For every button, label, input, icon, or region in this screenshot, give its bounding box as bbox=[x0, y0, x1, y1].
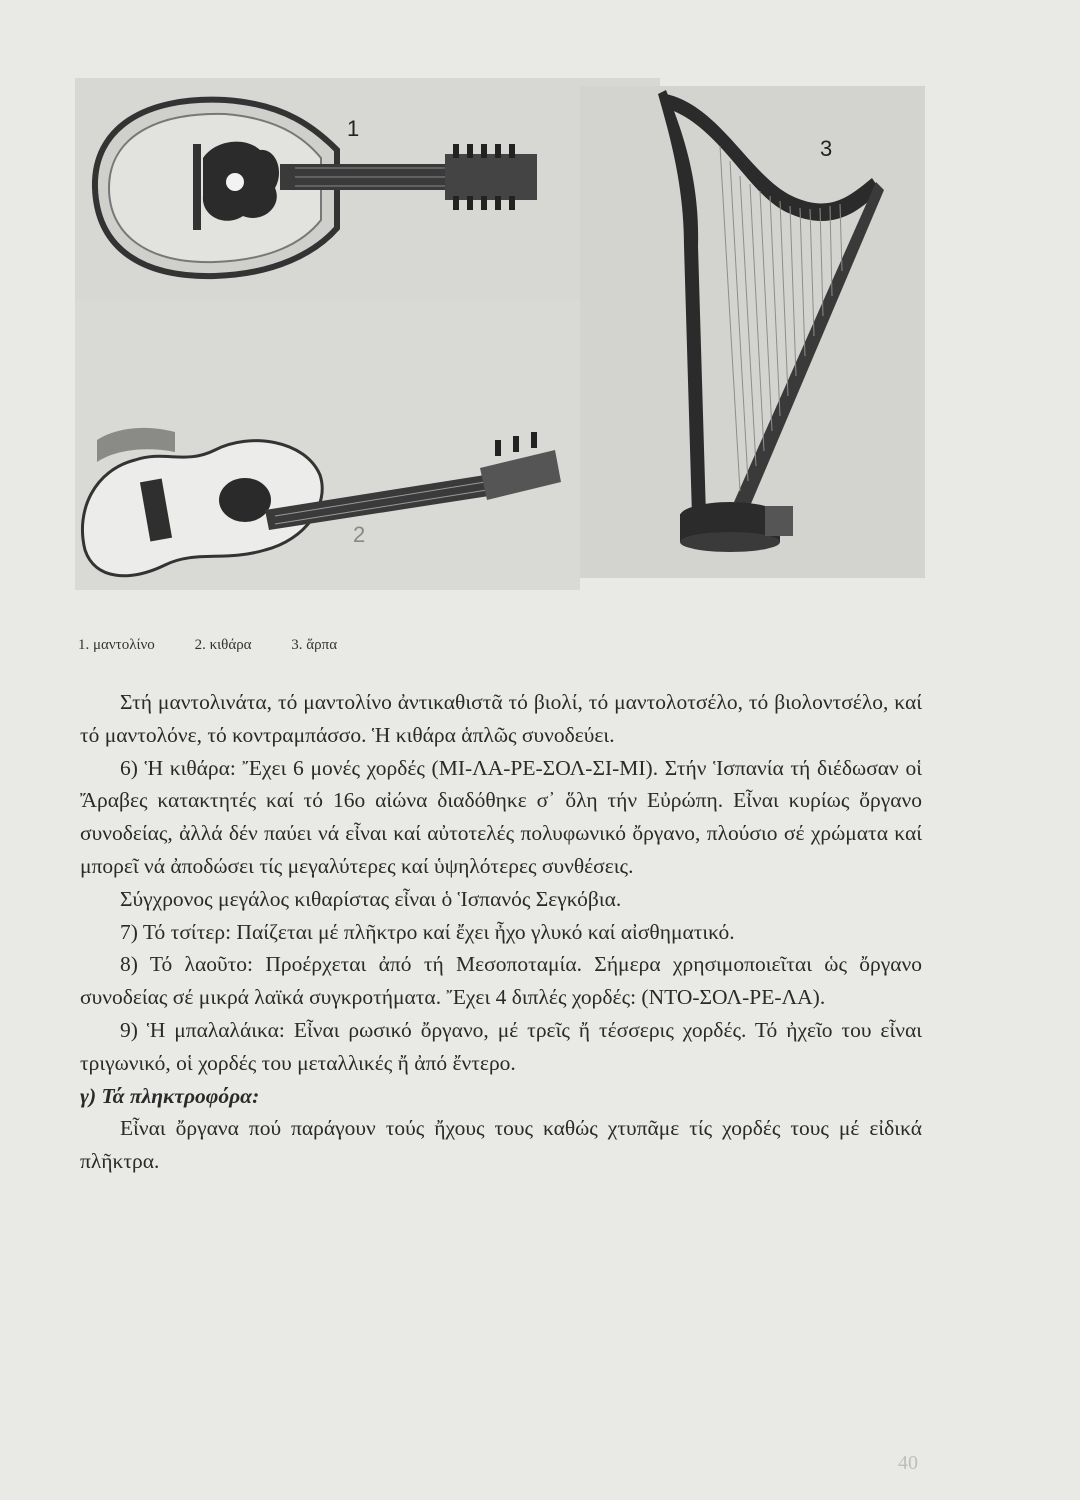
paragraph-keyboard-strings: Εἶναι ὄργανα πού παράγουν τούς ἤχους τους καθώς χτυπᾶμε τίς χορδές τους μέ εἰδικά πλῆκτρα. bbox=[80, 1116, 922, 1174]
paragraph-zither: 7) Τό τσίτερ: Παίζεται μέ πλῆκτρο καί ἔχει ἦχο γλυκό καί αἰσθηματικό. bbox=[120, 919, 735, 944]
photo-caption bbox=[78, 637, 373, 654]
paragraph-segovia: Σύγχρονος μεγάλος κιθαρίστας εἶναι ὁ Ἱσπανός Σεγκόβια. bbox=[120, 886, 622, 911]
paragraph-guitar: 6) Ἡ κιθάρα: Ἔχει 6 μονές χορδές (ΜΙ-ΛΑ-ΡΕ-ΣΟΛ-ΣΙ-ΜΙ). Στήν Ἱσπανία τή διέδωσαν οἱ Ἄραβες κατακτητές καί τό 16ο αἰώνα διαδόθηκε σ᾽ ὅλη τήν Εὐρώπη. Εἶναι κυρίως ὄργανο συνοδείας, ἀλλά δέν παύει νά εἶναι καί αὐτοτελές πολυφωνικό ὄργανο, πλούσιο σέ χρώματα καί μπορεῖ νά ἀποδώσει τίς μεγαλύτερες καί ὑψηλότερες συνθέσεις. bbox=[80, 755, 922, 878]
mandolin-illustration bbox=[75, 78, 660, 300]
harp-illustration bbox=[580, 86, 925, 578]
section-heading: γ) Τά πληκτροφόρα: bbox=[80, 1083, 260, 1108]
page-number: 40 bbox=[898, 1452, 918, 1474]
guitar-photo bbox=[75, 300, 580, 590]
mandolin-photo bbox=[75, 78, 660, 300]
guitar-illustration bbox=[75, 300, 580, 590]
caption-harp: 3. ἅρπα bbox=[291, 637, 338, 653]
mandolin-number: 1 bbox=[347, 116, 360, 141]
caption-mandolin: 1. μαντολίνο bbox=[78, 637, 155, 653]
paragraph-lute: 8) Τό λαοῦτο: Προέρχεται ἀπό τή Μεσοποταμία. Σήμερα χρησιμοποιεῖται ὡς ὄργανο συνοδείας σέ μικρά λαϊκά συγκροτήματα. Ἔχει 4 διπλές χορδές: (ΝΤΟ-ΣΟΛ-ΡΕ-ΛΑ). bbox=[80, 952, 922, 1010]
body-text bbox=[80, 686, 922, 1178]
harp-number: 3 bbox=[820, 136, 833, 161]
paragraph-balalaika: 9) Ἡ μπαλαλάικα: Εἶναι ρωσικό ὄργανο, μέ τρεῖς ἤ τέσσερις χορδές. Τό ἠχεῖο του εἶναι τριγωνικό, οἱ χορδές του μεταλλικές ἤ ἀπό ἔντερο. bbox=[80, 1017, 922, 1075]
caption-guitar: 2. κιθάρα bbox=[194, 637, 252, 653]
guitar-number: 2 bbox=[353, 522, 366, 547]
instrument-photos bbox=[75, 78, 925, 590]
paragraph-mandolinata: Στή μαντολινάτα, τό μαντολίνο ἀντικαθιστᾶ τό βιολί, τό μαντολοτσέλο, τό βιολοντσέλο, καί τό μαντολόνε, τό κοντραμπάσσο. Ἡ κιθάρα ἁπλῶς συνοδεύει. bbox=[80, 690, 922, 747]
harp-photo bbox=[580, 86, 925, 578]
